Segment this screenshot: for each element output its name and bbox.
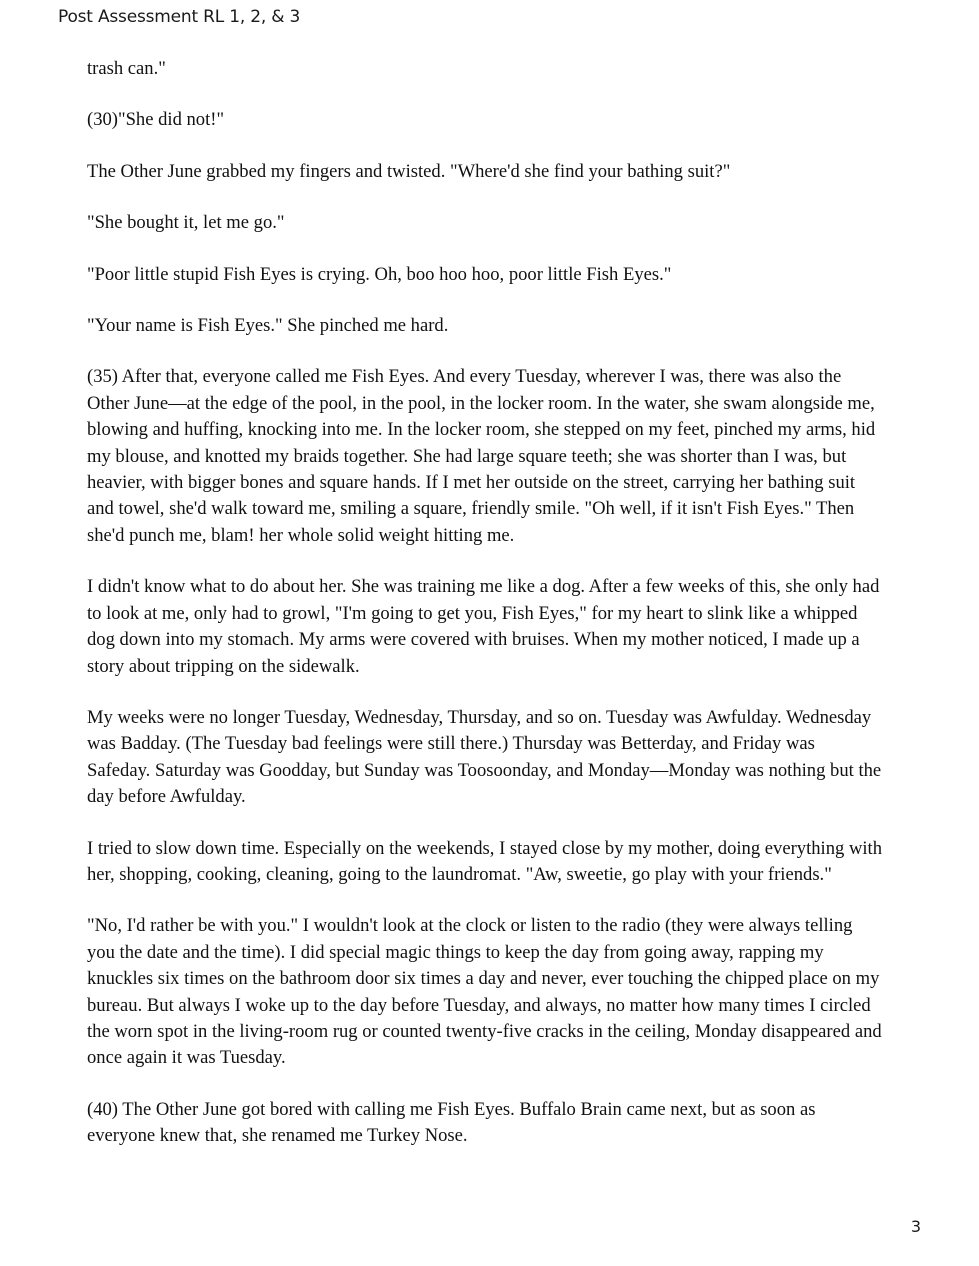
document-header-title: Post Assessment RL 1, 2, & 3 bbox=[58, 7, 301, 27]
paragraph-7: (35) After that, everyone called me Fish Eyes. And every Tuesday, wherever I was, there was also the Other June—at the edge of the pool, in the pool, in the locker room. In the water, she swam alongside me, blowing and huffing, knocking into me. In the locker room, she stepped on my feet, pinched my arms, hid my blouse, and knotted my braids together. She had large square teeth; she was shorter than I was, but heavier, with bigger bones and square hands. If I met her outside on the street, carrying her bathing suit and towel, she'd walk toward me, smiling a square, friendly smile. "Oh well, if it isn't Fish Eyes." Then she'd punch me, blam! her whole solid weight hitting me. bbox=[87, 366, 876, 546]
paragraph-8: I didn't know what to do about her. She was training me like a dog. After a few weeks of this, she only had to look at me, only had to growl, "I'm going to get you, Fish Eyes," for my heart to slink like a whipped dog down into my stomach. My arms were covered with bruises. When my mother noticed, I made up a story about tripping on the sidewalk. bbox=[87, 576, 880, 677]
paragraph-6: "Your name is Fish Eyes." She pinched me hard. bbox=[87, 315, 449, 337]
document-body bbox=[87, 56, 882, 1175]
page-number: 3 bbox=[910, 1217, 921, 1236]
paragraph-12: (40) The Other June got bored with calling me Fish Eyes. Buffalo Brain came next, but as soon as everyone knew that, she renamed me Turkey Nose. bbox=[87, 1098, 816, 1147]
paragraph-9: My weeks were no longer Tuesday, Wednesday, Thursday, and so on. Tuesday was Awfulday. Wednesday was Badday. (The Tuesday bad feelings were still there.) Thursday was Betterday, and Friday was Safeday. Saturday was Goodday, but Sunday was Toosoonday, and Monday—Monday was nothing but the day before Awfulday. bbox=[87, 706, 882, 808]
paragraph-5: "Poor little stupid Fish Eyes is crying. Oh, boo hoo hoo, poor little Fish Eyes." bbox=[87, 263, 672, 285]
paragraph-11: "No, I'd rather be with you." I wouldn't look at the clock or listen to the radio (they were always telling you the date and the time). I did special magic things to keep the day from going away, rapping my knuckles six times on the bathroom door six times a day and never, ever touching the chipped place on my bureau. But always I woke up to the day before Tuesday, and always, no matter how many times I circled the worn spot in the living-room rug or counted twenty-five cracks in the ceiling, Monday disappeared and once again it was Tuesday. bbox=[87, 915, 882, 1069]
paragraph-10: I tried to slow down time. Especially on the weekends, I stayed close by my mother, doing everything with her, shopping, cooking, cleaning, going to the laundromat. "Aw, sweetie, go play with your friends." bbox=[87, 837, 883, 885]
paragraph-3: The Other June grabbed my fingers and twisted. "Where'd she find your bathing suit?" bbox=[87, 160, 731, 182]
paragraph-4: "She bought it, let me go." bbox=[87, 212, 285, 234]
paragraph-2: (30)"She did not!" bbox=[87, 109, 225, 131]
paragraph-1: trash can." bbox=[87, 58, 166, 79]
